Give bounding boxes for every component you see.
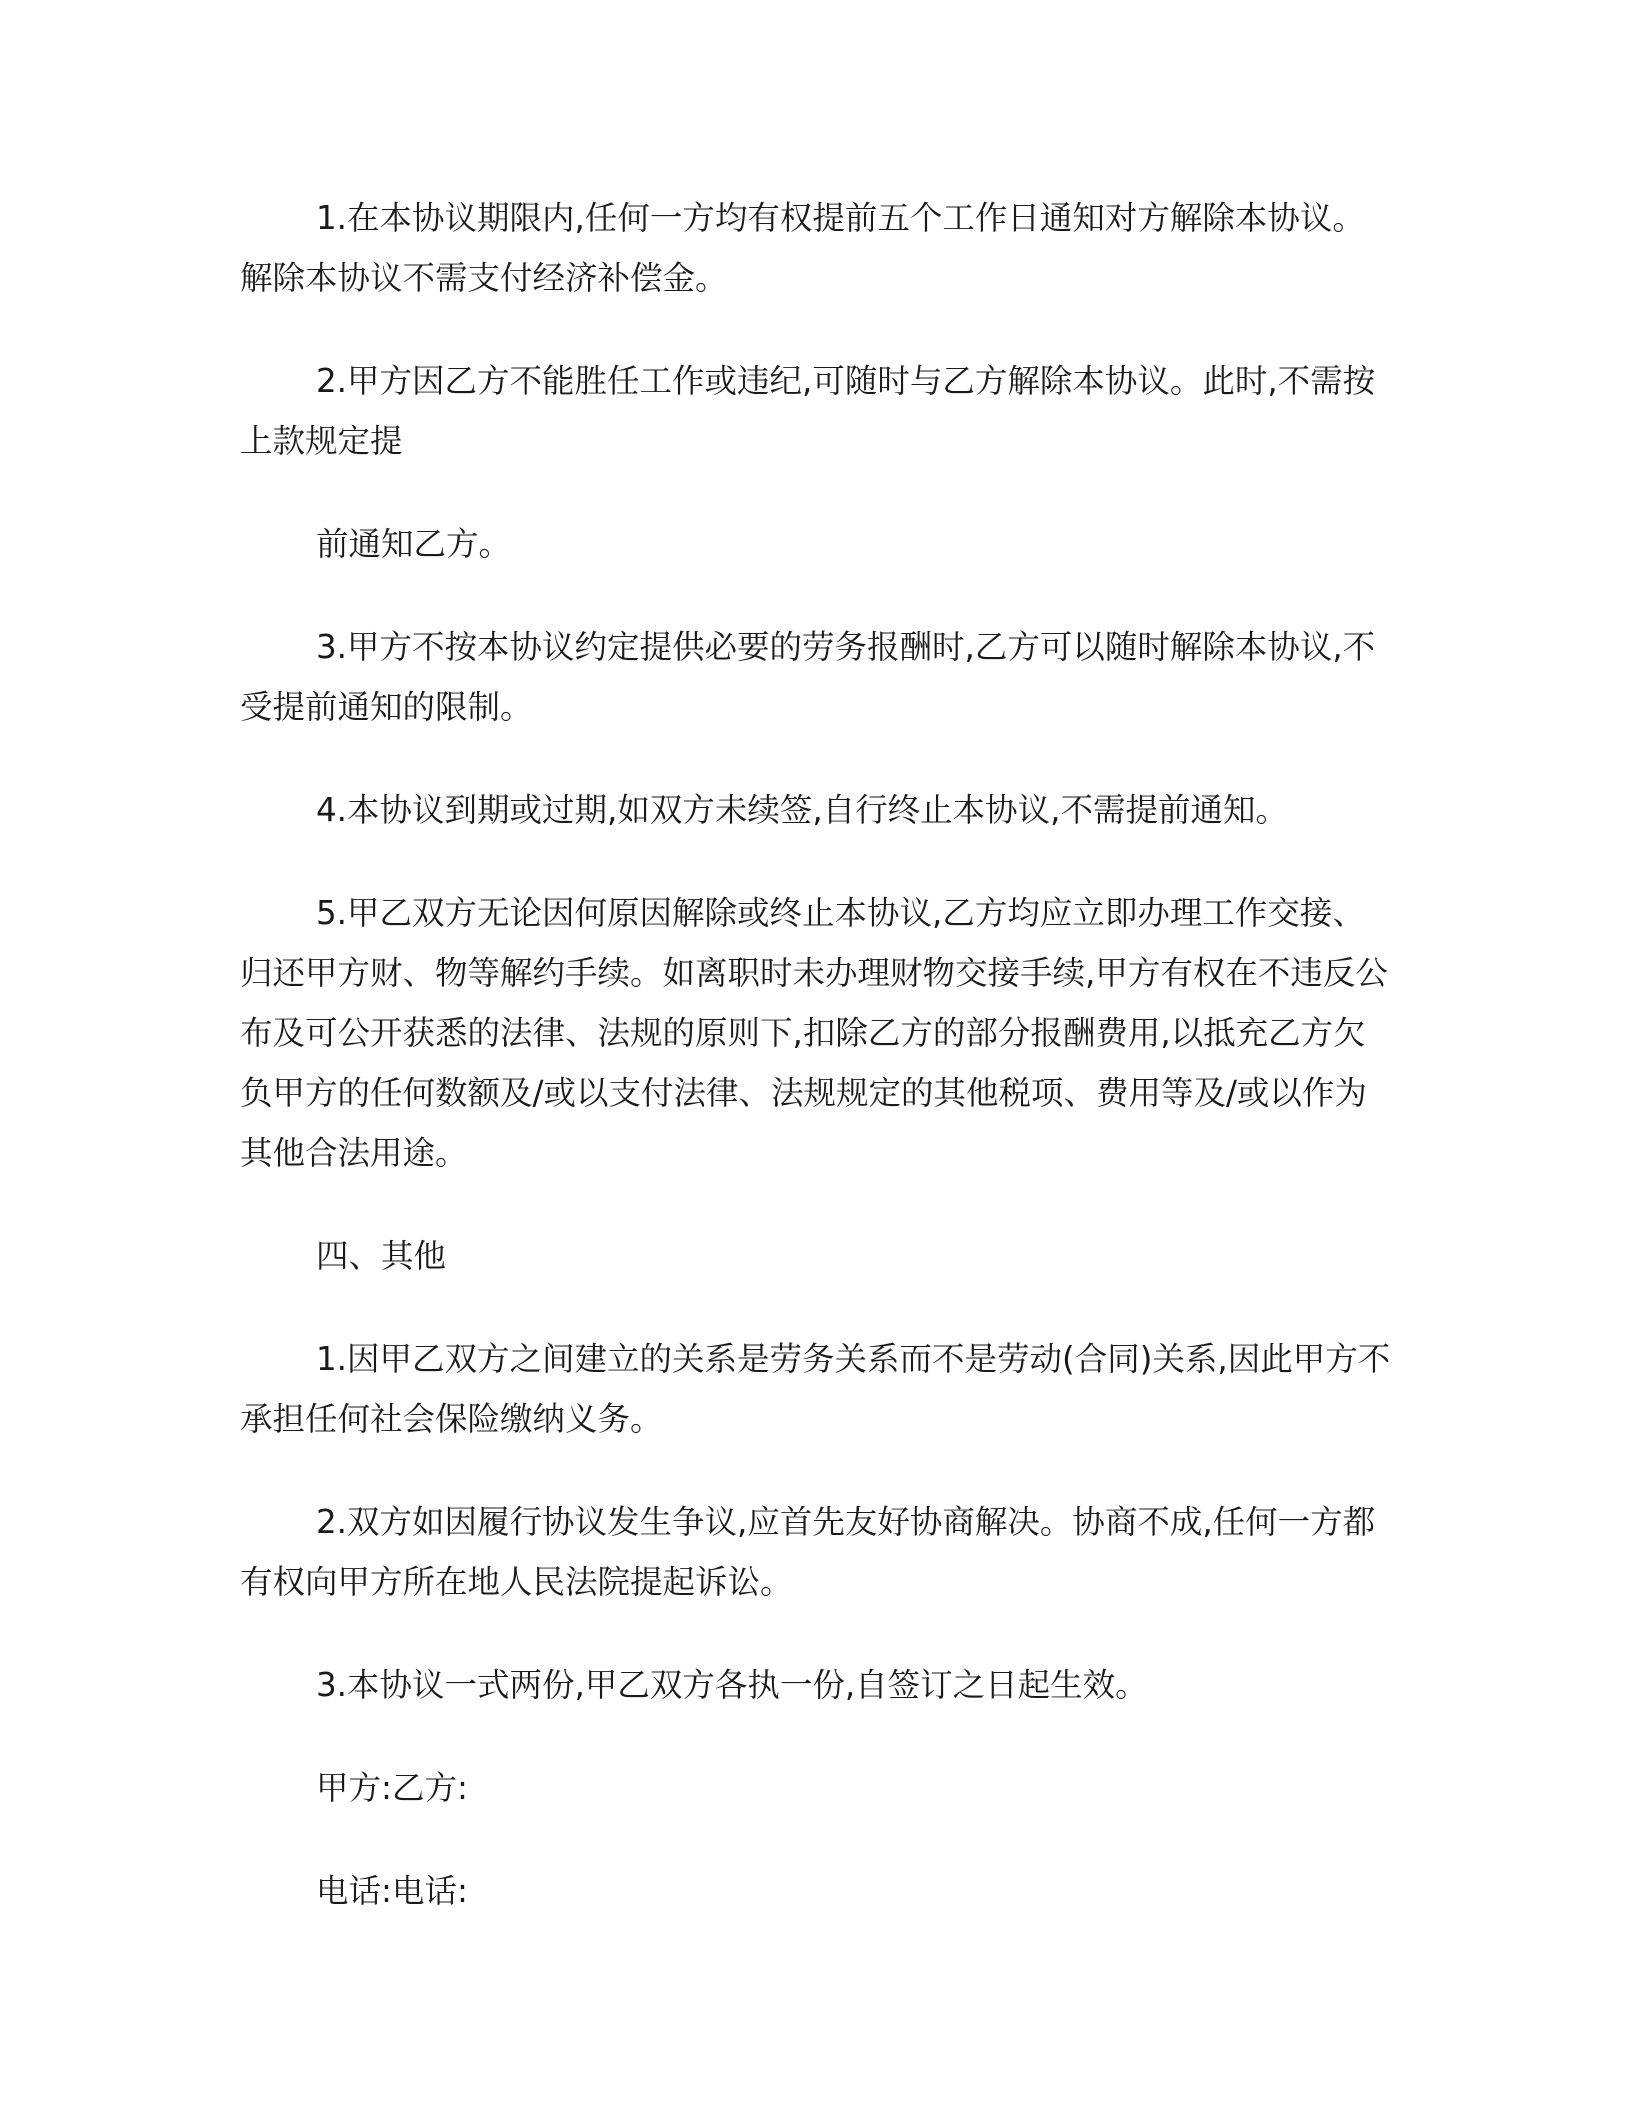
- section-heading-other: 四、其他: [316, 1237, 447, 1275]
- clause-handover: 5.甲乙双方无论因何原因解除或终止本协议,乙方均应立即办理工作交接、归还甲方财、物等解约手续。如离职时未办理财物交接手续,甲方有权在不违反公布及可公开获悉的法律、法规的原则下,扣除乙方的部分报酬费用,以抵充乙方欠负甲方的任何数额及/或以支付法律、法规规定的其他税项、费用等及/或以作为其他合法用途。: [240, 894, 1388, 1172]
- clause-dispute: 2.双方如因履行协议发生争议,应首先友好协商解决。协商不成,任何一方都有权向甲方所在地人民法院提起诉讼。: [240, 1503, 1376, 1601]
- signature-phones: 电话:电话:: [316, 1872, 468, 1910]
- signature-parties: 甲方:乙方:: [316, 1769, 468, 1807]
- clause-expiry: 4.本协议到期或过期,如双方未续签,自行终止本协议,不需提前通知。: [316, 791, 1289, 829]
- clause-termination-misconduct: 2.甲方因乙方不能胜任工作或违纪,可随时与乙方解除本协议。此时,不需按上款规定提: [240, 362, 1376, 460]
- clause-termination-notice: 1.在本协议期限内,任何一方均有权提前五个工作日通知对方解除本协议。解除本协议不需支付经济补偿金。: [240, 199, 1365, 297]
- clause-termination-payment: 3.甲方不按本协议约定提供必要的劳务报酬时,乙方可以随时解除本协议,不受提前通知的限制。: [240, 628, 1376, 726]
- clause-insurance: 1.因甲乙双方之间建立的关系是劳务关系而不是劳动(合同)关系,因此甲方不承担任何社会保险缴纳义务。: [240, 1340, 1391, 1438]
- clause-termination-misconduct-continued: 前通知乙方。: [316, 525, 512, 563]
- document-body: [240, 188, 1392, 1964]
- clause-copies: 3.本协议一式两份,甲乙双方各执一份,自签订之日起生效。: [316, 1666, 1148, 1704]
